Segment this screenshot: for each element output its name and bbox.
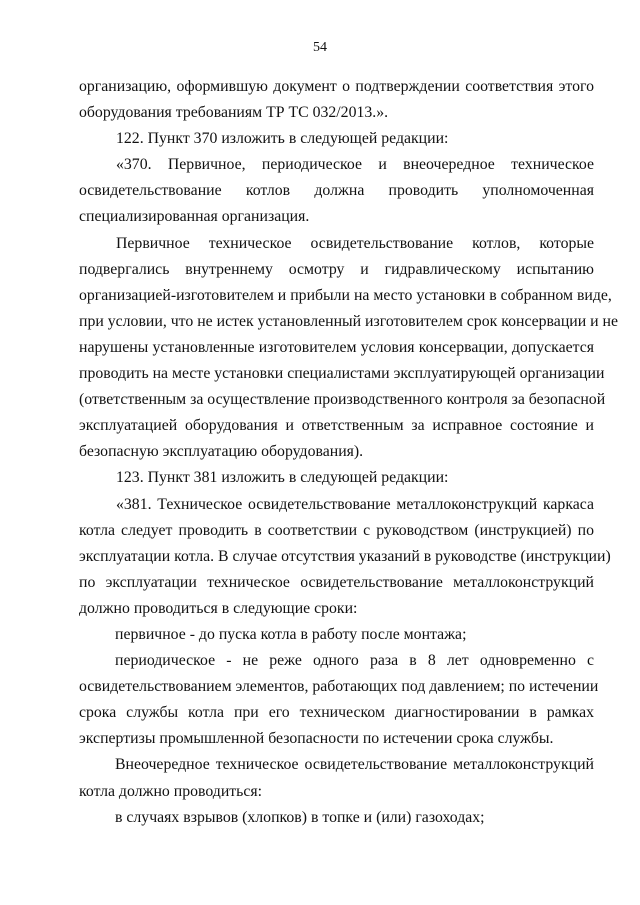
text-line: специализированная организация. (79, 208, 310, 226)
text-line: освидетельствованием элементов, работающих под давлением; по истечении (79, 678, 599, 696)
text-line: экспертизы промышленной безопасности по истечении срока службы. (79, 730, 554, 748)
text-line: котла следует проводить в соответствии с руководством (инструкцией) по (79, 521, 594, 539)
text-line: котла должно проводиться: (79, 782, 263, 800)
text-line: срока службы котла при его техническом диагностировании в рамках (79, 704, 594, 722)
text-line: организацией-изготовителем и прибыли на место установки в собранном виде, (79, 286, 612, 304)
text-line: нарушены установленные изготовителем условия консервации, допускается (79, 338, 594, 356)
text-line: периодическое - не реже одного раза в 8 лет одновременно с (115, 652, 594, 670)
text-line: при условии, что не истек установленный изготовителем срок консервации и не (79, 312, 618, 330)
text-line: оборудования требованиям ТР ТС 032/2013.». (79, 104, 389, 122)
text-line: «381. Техническое освидетельствование металлоконструкций каркаса (116, 495, 594, 513)
text-line: должно проводиться в следующие сроки: (79, 599, 358, 617)
text-line: проводить на месте установки специалистами эксплуатирующей организации (79, 365, 605, 383)
text-line: «370. Первичное, периодическое и внеочередное техническое (116, 156, 594, 174)
text-line: Первичное техническое освидетельствование котлов, которые (116, 234, 594, 252)
text-line: (ответственным за осуществление производственного контроля за безопасной (79, 391, 606, 409)
text-line: в случаях взрывов (хлопков) в топке и (или) газоходах; (115, 808, 485, 826)
text-line: безопасную эксплуатацию оборудования). (79, 443, 364, 461)
text-line: первичное - до пуска котла в работу после монтажа; (115, 625, 467, 643)
text-line: 122. Пункт 370 изложить в следующей редакции: (116, 130, 449, 148)
text-line: Внеочередное техническое освидетельствование металлоконструкций (115, 756, 594, 774)
text-line: подвергались внутреннему осмотру и гидравлическому испытанию (79, 260, 594, 278)
text-line: 123. Пункт 381 изложить в следующей редакции: (116, 469, 449, 487)
text-line: по эксплуатации техническое освидетельствование металлоконструкций (79, 573, 594, 591)
text-line: освидетельствование котлов должна проводить уполномоченная (79, 182, 594, 200)
text-line: эксплуатации котла. В случае отсутствия указаний в руководстве (инструкции) (79, 547, 611, 565)
text-line: эксплуатацией оборудования и ответственным за исправное состояние и (79, 417, 594, 435)
body-text (79, 74, 618, 831)
text-line: организацию, оформившую документ о подтверждении соответствия этого (79, 78, 594, 95)
page-number: 54 (313, 40, 327, 55)
